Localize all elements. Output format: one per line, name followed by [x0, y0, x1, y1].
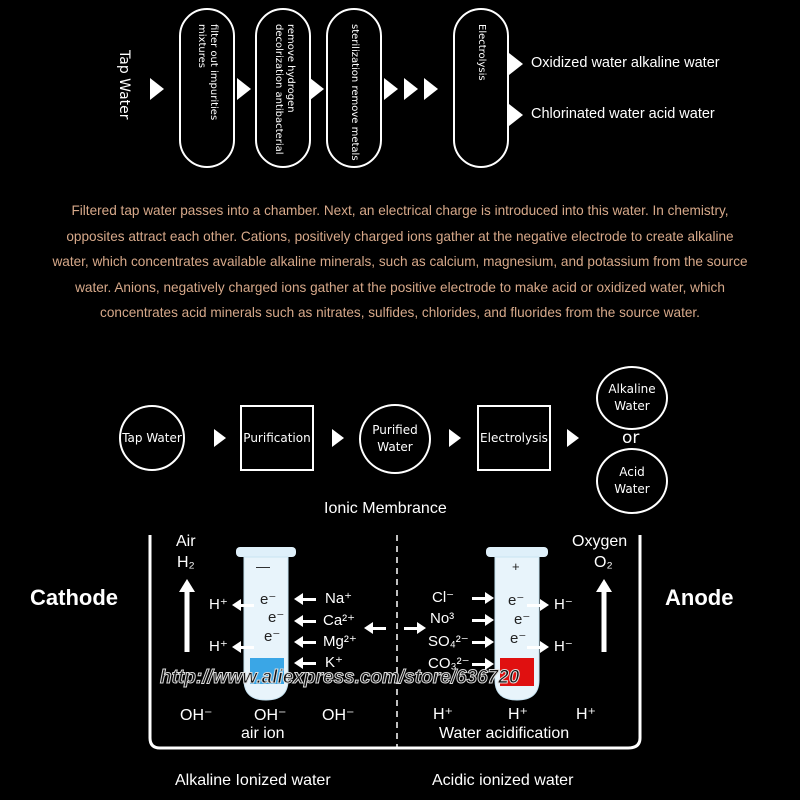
- circle-label: Alkaline Water: [608, 382, 656, 413]
- oh-label: OH⁻: [180, 707, 213, 724]
- water-acidification-label: Water acidification: [439, 725, 570, 742]
- output-chlorinated: Chlorinated water acid water: [531, 106, 715, 122]
- description-paragraph: Filtered tap water passes into a chamber. Next, an electrical charge is introduced into this water. In chemistry, opposites attract each other. Cations, positively charged ions gather at the negative electrode to create alkaline water, which concentrates available alkaline minerals, such as calcium, magnesium, and potassium from the source water. Anions, negatively charged ions gather at the positive electrode to make acid or oxidized water, which concentrates acid minerals such as nitrates, sulfides, chlorides, and fluorides from the source water.: [52, 203, 748, 321]
- arrow-right-icon: [472, 663, 486, 666]
- watermark-text: http://www.aliexpress.com/store/636720: [160, 667, 520, 688]
- h-plus-label: H⁺: [576, 706, 596, 723]
- cation-label: Ca²⁺: [323, 612, 356, 629]
- membrane-label: Ionic Membrance: [324, 500, 447, 517]
- anion-label: CO₃²⁻: [428, 655, 470, 672]
- air-ion-label: air ion: [241, 725, 285, 742]
- circle-label: Tap Water: [122, 430, 182, 445]
- cathode-label: Cathode: [30, 585, 118, 610]
- h-plus-label: H⁺: [209, 596, 228, 613]
- h-plus-label: H⁺: [508, 706, 528, 723]
- circle-label: Purified Water: [372, 423, 418, 454]
- tube-sign-positive: +: [512, 559, 520, 574]
- tap-water-label: Tap Water: [116, 50, 132, 120]
- box-label: Purification: [243, 431, 311, 445]
- anion-label: Cl⁻: [432, 589, 455, 606]
- electron-label: e⁻: [268, 609, 285, 626]
- anode-label: Anode: [665, 585, 734, 610]
- arrow-right-icon: [527, 604, 541, 607]
- h-minus-label: H⁻: [554, 596, 573, 613]
- electron-label: e⁻: [510, 630, 527, 647]
- output-oxidized: Oxidized water alkaline water: [531, 55, 720, 71]
- h2-label: H₂: [177, 554, 195, 571]
- anion-label: No³: [430, 610, 455, 627]
- step-label: remove hydrogen decolrization antibacterial: [273, 24, 296, 155]
- h-plus-label: H⁺: [433, 706, 453, 723]
- o2-label: O₂: [594, 554, 613, 571]
- tube-sign-negative: —: [256, 558, 270, 574]
- arrow-left-icon: [302, 662, 316, 665]
- step-label: filter out impurities mixtures: [196, 24, 219, 121]
- step-label: sterilization remove metals: [349, 24, 360, 161]
- arrow-left-icon: [240, 646, 254, 649]
- circle-label: Acid Water: [614, 465, 650, 496]
- arrow-right-icon: [472, 619, 486, 622]
- anion-label: SO₄²⁻: [428, 633, 469, 650]
- box-label: Electrolysis: [480, 431, 548, 445]
- acidic-ionized-water-label: Acidic ionized water: [432, 772, 574, 789]
- alkaline-ionized-water-label: Alkaline Ionized water: [175, 772, 331, 789]
- cation-label: Mg²⁺: [323, 633, 357, 650]
- cation-label: K⁺: [325, 654, 343, 671]
- cation-label: Na⁺: [325, 590, 353, 607]
- arrow-right-icon: [472, 641, 486, 644]
- arrow-right-icon: [472, 597, 486, 600]
- arrow-left-icon: [302, 620, 316, 623]
- arrow-left-icon: [240, 604, 254, 607]
- electron-label: e⁻: [264, 628, 281, 645]
- oh-label: OH⁻: [322, 707, 355, 724]
- arrow-left-icon: [372, 627, 386, 630]
- arrow-left-icon: [302, 641, 316, 644]
- arrow-right-icon: [404, 627, 418, 630]
- arrow-right-icon: [527, 646, 541, 649]
- h-minus-label: H⁻: [554, 638, 573, 655]
- oh-label: OH⁻: [254, 707, 287, 724]
- arrow-left-icon: [302, 598, 316, 601]
- oxygen-label: Oxygen: [572, 533, 628, 550]
- or-label: or: [622, 428, 640, 448]
- electron-label: e⁻: [260, 591, 277, 608]
- air-label: Air: [176, 533, 196, 550]
- electron-label: e⁻: [508, 592, 525, 609]
- step-label: Electrolysis: [476, 24, 487, 81]
- electron-label: e⁻: [514, 611, 531, 628]
- h-plus-label: H⁺: [209, 638, 228, 655]
